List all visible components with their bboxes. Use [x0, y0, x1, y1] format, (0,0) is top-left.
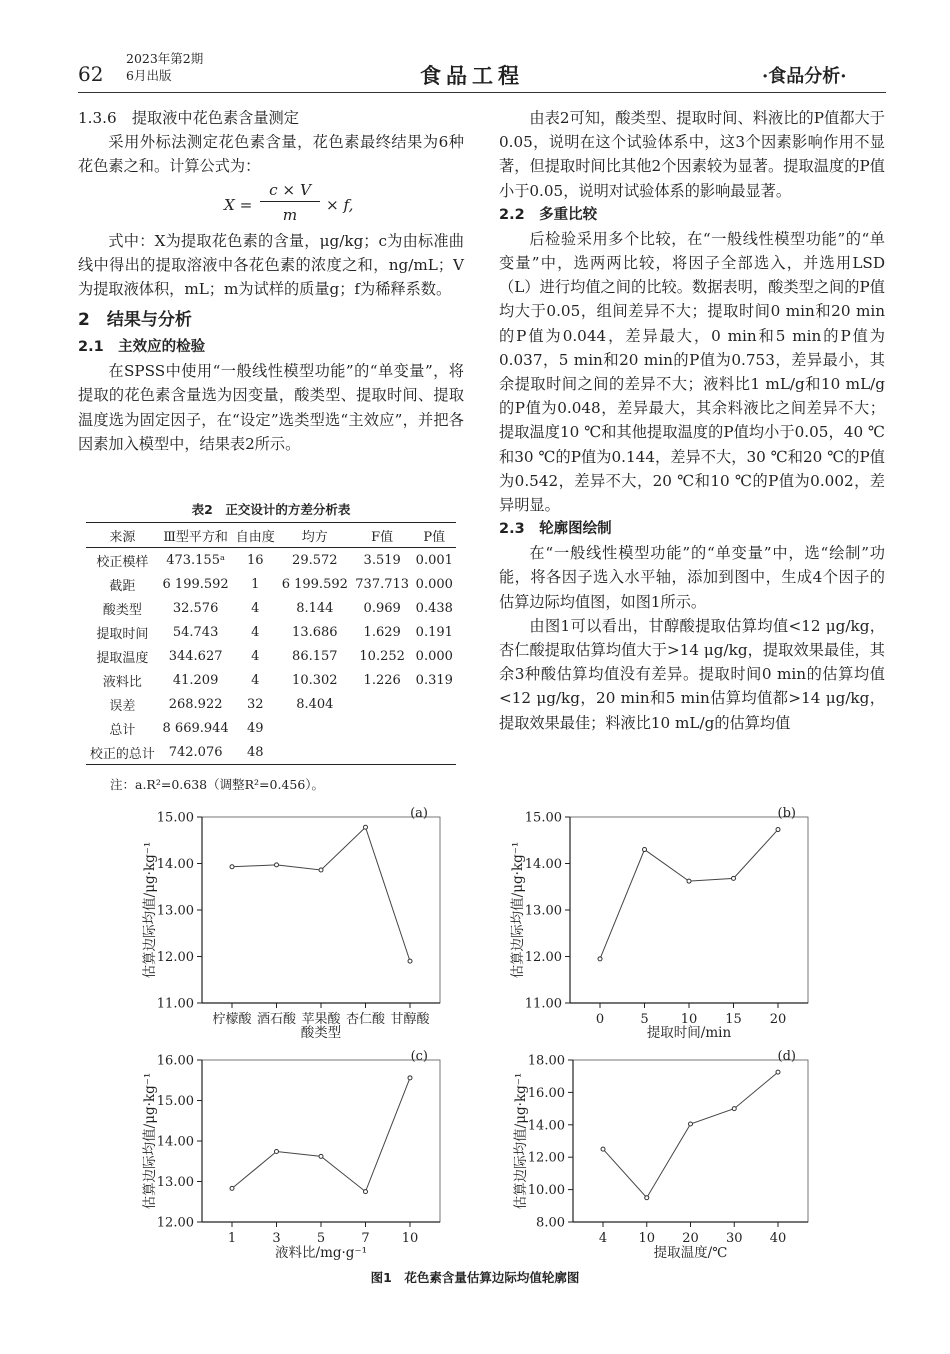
table-row: [86, 572, 456, 596]
y-tick-label: 10.00: [527, 1183, 565, 1199]
data-point: [687, 879, 691, 883]
x-tick-label: 15: [725, 1012, 742, 1027]
page-number: 62: [78, 62, 104, 86]
x-tick-label: 酒石酸: [256, 1012, 297, 1027]
table-row: [86, 692, 456, 716]
figure-1-profile-plots: [0, 795, 950, 1265]
y-axis-label: 估算边际均值/μg·kg⁻¹: [513, 1072, 529, 1210]
paragraph-main-effect: 在SPSS中使用“一般线性模型功能”的“单变量”，将提取的花色素含量选为因变量，酸类型、提取时间、提取温度选为固定因子，在“设定”选类型选“主效应”，并把各因素加入模型中，结果表2所示。: [78, 362, 464, 453]
chart-panel-2: [565, 817, 808, 1008]
figure-caption: 图1 花色素含量估算边际均值轮廓图: [370, 1270, 580, 1285]
table-cell: 误差: [109, 698, 136, 714]
heading-2: 2 结果与分析: [78, 310, 192, 331]
table-cell: 54.743: [172, 624, 219, 640]
y-tick-label: 12.00: [527, 1150, 565, 1166]
table-row: [86, 716, 456, 740]
data-point: [645, 1196, 649, 1200]
y-axis-label: 估算边际均值/μg·kg⁻¹: [142, 1072, 158, 1210]
x-tick-label: 10: [638, 1231, 656, 1246]
table-cell: 校正的总计: [89, 746, 155, 762]
right-column: [499, 106, 885, 735]
table-cell: 29.572: [292, 552, 338, 568]
table-cell: 48: [246, 744, 264, 760]
table-row: [86, 548, 456, 573]
y-tick-label: 12.00: [156, 950, 194, 965]
x-tick-label: 20: [769, 1012, 787, 1027]
x-tick-label: 40: [769, 1231, 787, 1246]
x-tick-label: 甘醇酸: [390, 1012, 430, 1027]
x-tick-label: 0: [595, 1012, 605, 1027]
y-tick-label: 16.00: [156, 1053, 194, 1069]
table-note: 注：a.R²=0.638（调整R²=0.456）。: [110, 777, 325, 792]
panel-label: (c): [410, 1049, 428, 1064]
x-tick-label: 5: [640, 1012, 649, 1027]
table-header-cell: P值: [423, 529, 446, 545]
data-point: [230, 1186, 234, 1190]
table-cell: [352, 740, 413, 765]
table-cell: 0.438: [415, 600, 453, 616]
table-cell: 酸类型: [102, 602, 142, 618]
journal-title: 食品工程: [420, 63, 524, 88]
formula-lhs: X =: [224, 195, 253, 214]
y-axis-label: 估算边际均值/μg·kg⁻¹: [510, 841, 526, 979]
table-header-row: [86, 523, 456, 548]
data-point: [408, 1076, 412, 1080]
y-tick-label: 13.00: [156, 903, 194, 919]
table-cell: 41.209: [172, 672, 219, 688]
paragraph-figure-discussion: 由图1可以看出，甘醇酸提取估算均值<12 μg/kg，杏仁酸提取估算均值大于>14 μg/kg，提取效果最佳，其余3种酸估算均值没有差异。提取时间0 min的估算均值<12 μg/kg，20 min和5 min估算均值都>14 μg/kg，提取效果最佳；料液比10 mL/g的估算均值: [499, 616, 885, 732]
x-axis-label: 酸类型: [300, 1025, 342, 1041]
x-tick-label: 3: [272, 1231, 281, 1246]
table-cell: 总计: [109, 722, 136, 738]
table-cell: [413, 740, 456, 765]
table-cell: 8.404: [296, 696, 334, 712]
panel-label: (d): [777, 1049, 796, 1064]
table-header-cell: 自由度: [235, 529, 275, 545]
y-tick-label: 15.00: [524, 810, 562, 826]
x-tick-label: 柠檬酸: [212, 1012, 252, 1027]
paragraph-profile-plot: 在“一般线性模型功能”的“单变量”中，选“绘制”功能，将各因子选入水平轴，添加到图中，生成4个因子的估算边际均值图，如图1所示。: [499, 544, 885, 611]
y-tick-label: 18.00: [527, 1053, 565, 1069]
table-cell: 0.000: [415, 648, 453, 664]
y-tick-label: 14.00: [156, 857, 194, 872]
y-tick-label: 13.00: [524, 903, 562, 919]
y-tick-label: 12.00: [524, 950, 562, 965]
y-tick-label: 8.00: [536, 1215, 565, 1231]
issue-line-1: 2023年第2期: [126, 51, 204, 66]
y-tick-label: 11.00: [524, 996, 562, 1012]
data-point: [776, 828, 780, 832]
table-cell: 4: [251, 648, 260, 664]
table-cell: 液料比: [102, 674, 142, 690]
paragraph-method: 采用外标法测定花色素含量，花色素最终结果为6种花色素之和。计算公式为：: [78, 133, 464, 176]
chart-panel-1: [197, 817, 440, 1008]
table-cell: 6 199.592: [162, 576, 229, 592]
y-tick-label: 14.00: [524, 857, 562, 872]
table-row: [86, 740, 456, 765]
table-cell: [352, 692, 413, 716]
table-row: [86, 596, 456, 620]
heading-2-1: 2.1 主效应的检验: [78, 339, 206, 356]
table-cell: 8 669.944: [162, 720, 229, 736]
y-tick-label: 15.00: [156, 810, 194, 826]
formula: [78, 179, 464, 229]
heading-1-3-6: 1.3.6 提取液中花色素含量测定: [78, 109, 299, 127]
table-title: 表2 正交设计的方差分析表: [191, 502, 351, 517]
data-point: [732, 876, 736, 880]
table-cell: 提取温度: [96, 650, 149, 666]
x-axis-label: 提取时间/min: [646, 1025, 732, 1041]
table-cell: 提取时间: [96, 626, 149, 642]
data-point: [408, 959, 412, 963]
panel-label: (a): [410, 806, 428, 821]
formula-denominator: m: [282, 205, 298, 224]
anova-table: [86, 522, 456, 765]
x-tick-label: 4: [598, 1231, 608, 1246]
data-point: [230, 865, 234, 869]
y-tick-label: 16.00: [527, 1085, 565, 1101]
data-point: [776, 1070, 780, 1074]
table-cell: 0.191: [415, 624, 453, 640]
left-column: [78, 106, 464, 456]
heading-2-2: 2.2 多重比较: [499, 206, 598, 223]
x-tick-label: 20: [682, 1231, 699, 1246]
table-cell: 校正模样: [96, 554, 149, 570]
paragraph-formula-explanation: 式中：X为提取花色素的含量，μg/kg；c为由标准曲线中得出的提取溶液中各花色素的浓度之和，ng/mL；V为提取液体积，mL；m为试样的质量g；f为稀释系数。: [78, 231, 464, 299]
plot-frame: [202, 1060, 440, 1222]
y-tick-label: 13.00: [156, 1175, 194, 1190]
table-cell: 3.519: [363, 552, 401, 568]
table-cell: 1.629: [363, 624, 401, 640]
table-cell: [413, 716, 456, 740]
y-tick-label: 11.00: [156, 996, 194, 1012]
x-tick-label: 10: [680, 1012, 698, 1027]
table-header-cell: F值: [371, 529, 394, 545]
table-cell: 0.969: [363, 600, 401, 616]
table-cell: 0.001: [415, 552, 453, 568]
x-tick-label: 10: [401, 1231, 419, 1246]
table-header-cell: 来源: [109, 529, 136, 545]
table-cell: [278, 740, 352, 765]
paragraph-multiple-comparison: 后检验采用多个比较，在“一般线性模型功能”的“单变量”中，选两两比较，将因子全部选入，并选用LSD（L）进行均值之间的比较。数据表明，酸类型之间的P值均大于0.05，组间差异不大；提取时间0 min和20 min的P值为0.044，差异最大，0 min和5 min的P值为0.037，5 min和20 min的P值为0.753，差异最小，其余提取时间之间的差异不大；液料比1 mL/g和10 mL/g的P值为0.048，差异最大，其余料液比之间差异不大；提取温度10 ℃和其他提取温度的P值均小于0.05，40 ℃和30 ℃的P值为0.144，差异不大，30 ℃和20 ℃的P值为0.542，差异不大，20 ℃和10 ℃的P值为0.002，差异明显。: [499, 229, 885, 515]
table-cell: [413, 692, 456, 716]
plot-frame: [573, 1060, 808, 1222]
table-cell: 742.076: [168, 744, 223, 760]
table-cell: 268.922: [168, 696, 223, 712]
y-axis-label: 估算边际均值/μg·kg⁻¹: [142, 841, 158, 979]
issue-info: [126, 50, 203, 84]
panel-label: (b): [777, 806, 796, 821]
table-cell: 0.000: [415, 576, 453, 592]
table-cell: 344.627: [168, 648, 223, 664]
table-row: [86, 668, 456, 692]
data-point: [319, 1154, 323, 1158]
table-cell: 32.576: [172, 600, 219, 616]
data-point: [364, 825, 368, 829]
x-axis-label: 提取温度/℃: [653, 1245, 728, 1261]
table-cell: 8.144: [296, 600, 334, 616]
data-point: [364, 1190, 368, 1194]
table-cell: 0.319: [415, 672, 453, 688]
chart-panel-4: [568, 1060, 808, 1227]
table-row: [86, 644, 456, 668]
table-cell: [278, 716, 352, 740]
table-body: [86, 548, 456, 765]
y-tick-label: 14.00: [527, 1118, 565, 1134]
data-point: [319, 868, 323, 872]
table-cell: 473.155ᵃ: [166, 552, 225, 568]
table-cell: 49: [246, 720, 264, 736]
x-tick-label: 5: [316, 1231, 326, 1246]
table-cell: 6 199.592: [281, 576, 348, 592]
table-cell: 16: [246, 552, 264, 568]
plot-frame: [202, 817, 440, 1003]
data-point: [643, 848, 647, 852]
table-cell: 10.302: [292, 672, 338, 688]
series-line: [232, 1078, 410, 1192]
header-rule: [78, 92, 886, 93]
table-cell: 4: [251, 624, 260, 640]
y-tick-label: 15.00: [156, 1094, 194, 1109]
table-cell: 截距: [109, 578, 136, 594]
section-title: ·食品分析·: [762, 66, 847, 87]
data-point: [275, 1150, 279, 1154]
chart-panel-3: [197, 1060, 440, 1227]
table-cell: 86.157: [292, 648, 338, 664]
formula-numerator: c × V: [260, 179, 320, 202]
table-cell: 10.252: [359, 648, 405, 664]
x-tick-label: 苹果酸: [301, 1012, 341, 1027]
formula-rhs: × f,: [326, 195, 354, 214]
table-cell: 4: [251, 600, 260, 616]
x-axis-label: 液料比/mg·g⁻¹: [275, 1245, 367, 1261]
data-point: [598, 957, 602, 961]
table-cell: 13.686: [292, 624, 338, 640]
table-header-cell: Ⅲ型平方和: [163, 529, 228, 545]
paragraph-table-interpretation: 由表2可知，酸类型、提取时间、料液比的P值都大于0.05，说明在这个试验体系中，这3个因素影响作用不显著，但提取时间比其他2个因素较为显著。提取温度的P值小于0.05，说明对试验体系的影响最显著。: [499, 109, 885, 200]
series-line: [600, 830, 778, 959]
table-cell: 1.226: [363, 672, 401, 688]
table-cell: [352, 716, 413, 740]
data-point: [275, 863, 279, 867]
y-tick-label: 12.00: [156, 1215, 194, 1231]
x-tick-label: 30: [725, 1231, 743, 1246]
x-tick-label: 1: [227, 1231, 237, 1246]
table-cell: 4: [251, 672, 260, 688]
table-cell: 1: [251, 576, 260, 592]
x-tick-label: 杏仁酸: [345, 1012, 386, 1027]
series-line: [232, 827, 410, 961]
table-header-cell: 均方: [301, 529, 328, 545]
data-point: [689, 1122, 693, 1126]
issue-line-2: 6月出版: [126, 68, 172, 83]
table-cell: 32: [246, 696, 264, 712]
x-tick-label: 7: [361, 1231, 370, 1246]
table-cell: 737.713: [355, 576, 410, 592]
data-point: [601, 1147, 605, 1151]
plot-frame: [570, 817, 808, 1003]
series-line: [603, 1072, 778, 1198]
data-point: [732, 1107, 736, 1111]
y-tick-label: 14.00: [156, 1134, 194, 1150]
table-row: [86, 620, 456, 644]
heading-2-3: 2.3 轮廓图绘制: [499, 521, 612, 538]
